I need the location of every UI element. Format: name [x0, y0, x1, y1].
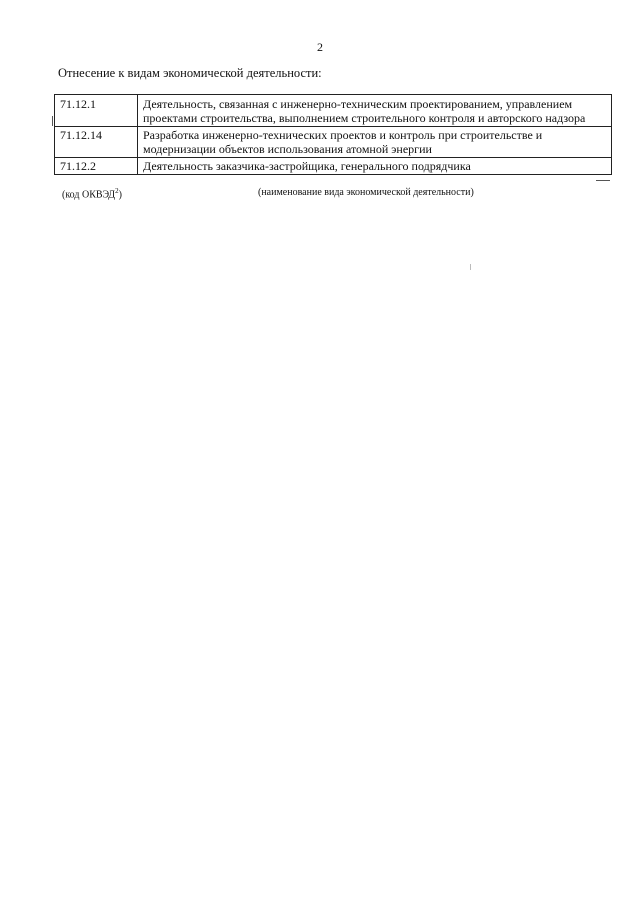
table-row — [55, 158, 612, 175]
code-caption — [62, 187, 122, 200]
scan-artifact — [52, 116, 53, 126]
code-caption-close: ) — [118, 189, 122, 201]
section-heading: Отнесение к видам экономической деятельности: — [58, 66, 322, 80]
okved-code: 71.12.1 — [55, 95, 138, 127]
scan-artifact — [596, 180, 610, 181]
table-row — [55, 95, 612, 127]
scan-artifact — [470, 264, 471, 270]
code-caption-text: (код ОКВЭД — [62, 189, 116, 201]
okved-table — [54, 94, 612, 175]
name-caption: (наименование вида экономической деятельности) — [258, 187, 474, 198]
footnote-marker: 2 — [115, 187, 119, 195]
table-row — [55, 127, 612, 158]
okved-code: 71.12.14 — [55, 127, 138, 158]
activity-name: Деятельность, связанная с инженерно-техническим проектированием, управлением проектами строительства, выполнением строительного контроля и авторского надзора — [138, 95, 612, 127]
activity-name: Разработка инженерно-технических проектов и контроль при строительстве и модернизации объектов использования атомной энергии — [138, 127, 612, 158]
okved-code: 71.12.2 — [55, 158, 138, 175]
page-number: 2 — [317, 40, 323, 54]
activity-name: Деятельность заказчика-застройщика, генерального подрядчика — [138, 158, 612, 175]
